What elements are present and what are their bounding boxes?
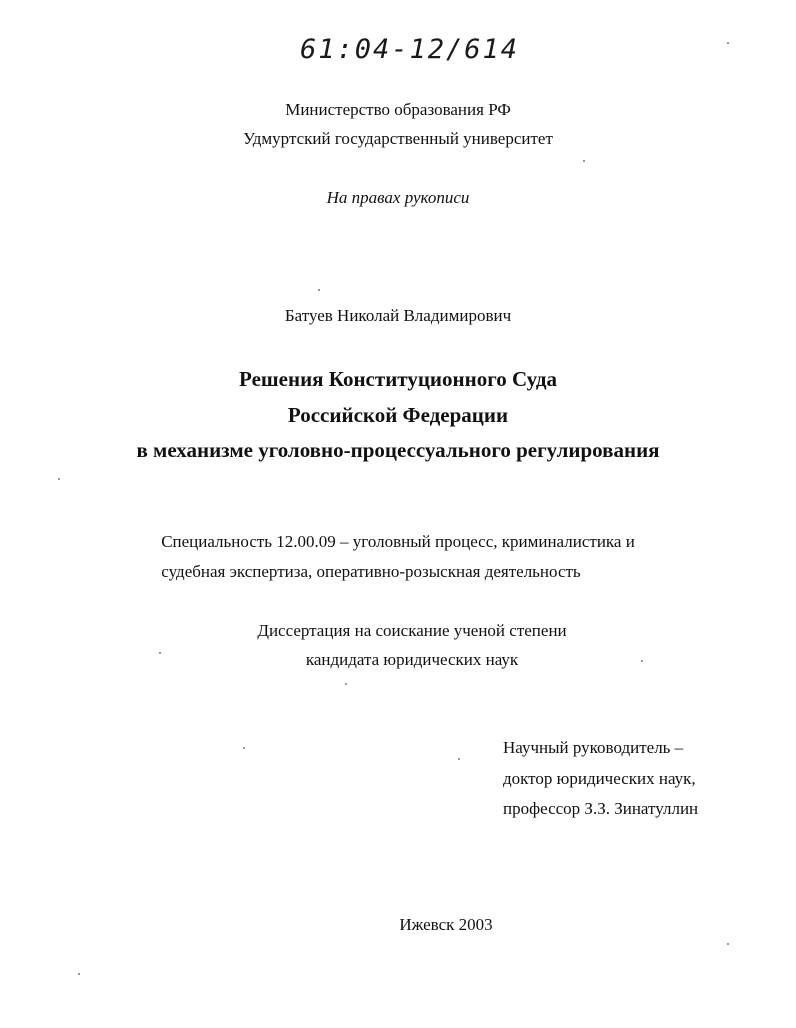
city-year: Ижевск 2003 bbox=[399, 915, 493, 934]
scan-speck bbox=[318, 289, 320, 291]
author-name: Батуев Николай Владимирович bbox=[284, 306, 512, 325]
scan-speck bbox=[727, 943, 729, 945]
scan-speck bbox=[727, 42, 729, 44]
scan-speck bbox=[641, 660, 643, 662]
scan-speck bbox=[78, 973, 80, 975]
scan-speck bbox=[458, 758, 460, 760]
specialty-line-2: судебная экспертиза, оперативно-розыскная деятельность bbox=[161, 562, 581, 581]
supervisor-line-2: доктор юридических наук, bbox=[503, 769, 696, 788]
degree-line-2: кандидата юридических наук bbox=[305, 650, 519, 669]
dissertation-title-line-3: в механизме уголовно-процессуального регулирования bbox=[136, 438, 660, 462]
supervisor-line-1: Научный руководитель – bbox=[503, 738, 684, 757]
supervisor-line-3: профессор З.З. Зинатуллин bbox=[503, 799, 699, 818]
scan-speck bbox=[345, 683, 347, 685]
scan-speck bbox=[243, 747, 245, 749]
scan-speck bbox=[583, 160, 585, 162]
archive-stamp-number: 61:04-12/614 bbox=[300, 34, 520, 65]
specialty-line-1: Специальность 12.00.09 – уголовный процесс, криминалистика и bbox=[161, 532, 635, 551]
rights-note: На правах рукописи bbox=[326, 188, 470, 207]
university-name: Удмуртский государственный университет bbox=[243, 129, 553, 148]
ministry-name: Министерство образования РФ bbox=[285, 100, 511, 119]
scan-speck bbox=[159, 652, 161, 654]
scan-speck bbox=[58, 478, 60, 480]
degree-line-1: Диссертация на соискание ученой степени bbox=[257, 621, 567, 640]
dissertation-title-line-2: Российской Федерации bbox=[287, 403, 509, 427]
dissertation-title-line-1: Решения Конституционного Суда bbox=[239, 367, 557, 391]
